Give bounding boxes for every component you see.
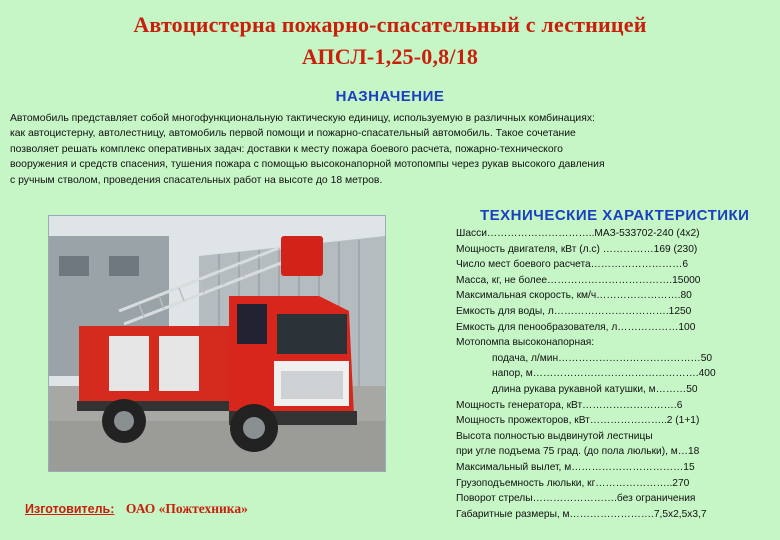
spec-item: Мощность прожекторов, кВт…………………..2 (1+1): [456, 415, 700, 427]
document-title-line2: АПСЛ-1,25-0,8/18: [301, 44, 479, 69]
manufacturer-name: ОАО «Пожтехника»: [125, 501, 248, 516]
spec-item: Мощность двигателя, кВт (л.с) ……………169 (230): [456, 243, 698, 255]
spec-item: Максимальный вылет, м……………………………15: [456, 461, 695, 473]
spec-item: Число мест боевого расчета………………………6: [456, 259, 689, 271]
spec-item: напор, м………………………………………….400: [492, 368, 716, 380]
purpose-line: как автоцистерну, автолестницу, автомобиль первой помощи и пожарно-спасательный автомобиль. Такое сочетание: [10, 128, 576, 140]
spec-item: при угле подъема 75 град. (до пола люльки), м…18: [456, 446, 700, 458]
purpose-line: с ручным стволом, проведения спасательных работ на высоте до 18 метров.: [10, 174, 383, 186]
specs-list: [456, 226, 780, 522]
spec-item: Высота полностью выдвинутой лестницы: [456, 430, 653, 442]
fire-truck-photo: [48, 215, 386, 472]
purpose-text: [10, 111, 770, 188]
purpose-line: Автомобиль представляет собой многофункциональную тактическую единицу, используемую в различных комбинациях:: [10, 113, 595, 124]
document-title-line1: Автоцистерна пожарно-спасательный с лестницей: [133, 12, 647, 37]
spec-item: Шасси…………………………..МАЗ-533702-240 (4х2): [456, 228, 700, 239]
spec-item: Максимальная скорость, км/ч…………………….80: [456, 290, 692, 302]
purpose-heading: НАЗНАЧЕНИЕ: [335, 88, 445, 105]
spec-item: Мощность генератора, кВт……………………….6: [456, 399, 683, 411]
specs-heading: ТЕХНИЧЕСКИЕ ХАРАКТЕРИСТИКИ: [480, 207, 750, 224]
spec-item: Габаритные размеры, м…………………….7,5х2,5х3,7: [456, 508, 707, 520]
purpose-line: вооружения и средств спасения, тушения пожара с помощью высоконапорной мотопомпы через рукав высокого давления: [10, 159, 605, 171]
spec-item: Масса, кг, не более……………………………….15000: [456, 274, 701, 286]
manufacturer: [25, 501, 248, 517]
purpose-line: позволяет решать комплекс оперативных задач: доставки к месту пожара боевого расчета, пожарно-технического: [10, 143, 563, 155]
spec-item: Емкость для воды, л…………………………….1250: [456, 305, 692, 317]
spec-item: подача, л/мин……………………………………50: [492, 352, 713, 364]
spec-item: Мотопомпа высоконапорная:: [456, 337, 595, 349]
spec-item: Поворот стрелы…………………….без ограничения: [456, 493, 696, 505]
manufacturer-label: Изготовитель:: [25, 502, 115, 516]
spec-item: Емкость для пенообразователя, л………………100: [456, 321, 696, 333]
spec-item: Грузоподъемность люльки, кг…………………..270: [456, 477, 690, 489]
spec-item: длина рукава рукавной катушки, м………50: [492, 383, 698, 395]
